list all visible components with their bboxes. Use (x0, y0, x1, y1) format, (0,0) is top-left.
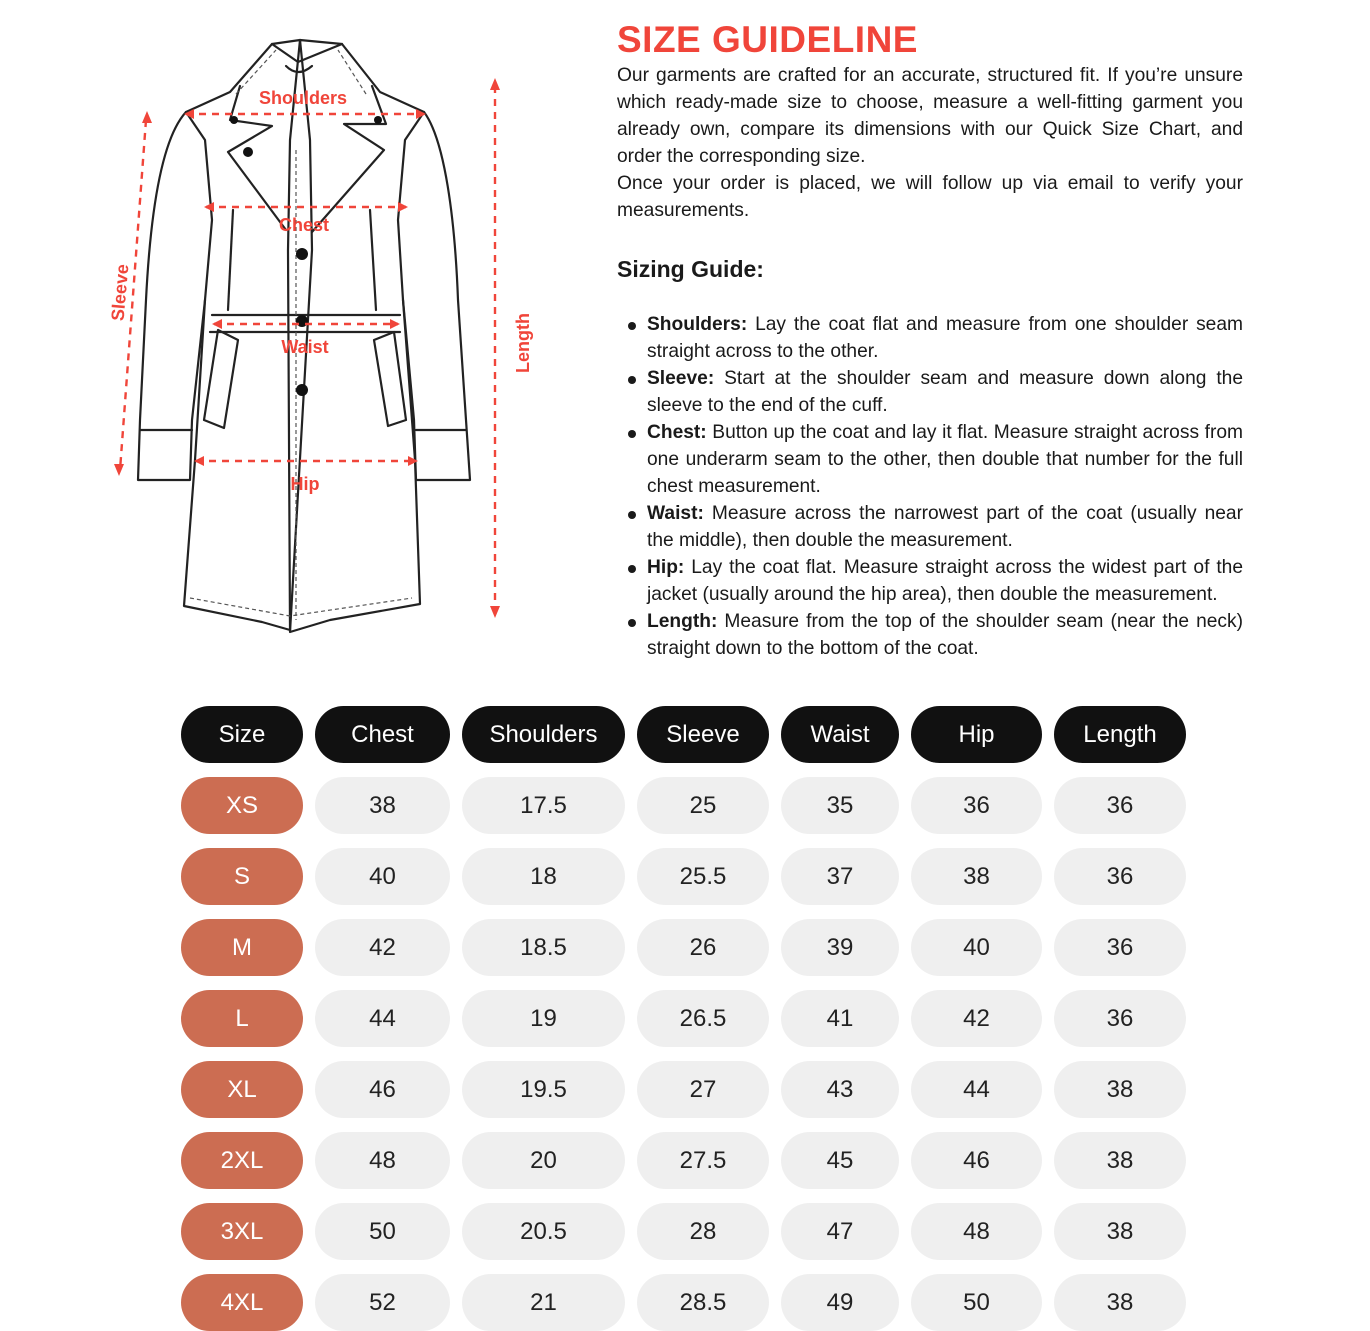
waist-value: 43 (781, 1061, 899, 1118)
sleeve-value: 27.5 (637, 1132, 769, 1189)
coat-drawing (100, 20, 560, 700)
table-row (181, 1203, 1198, 1260)
list-item-hip (617, 554, 1243, 608)
sleeve-value: 25.5 (637, 848, 769, 905)
size-badge: 3XL (181, 1203, 303, 1260)
chest-value: 38 (315, 777, 450, 834)
table-row (181, 1061, 1198, 1118)
hip-value: 38 (911, 848, 1042, 905)
list-item-shoulders (617, 311, 1243, 365)
size-chart-table (181, 706, 1198, 1331)
shoulders-value: 19.5 (462, 1061, 625, 1118)
description: Measure across the narrowest part of the coat (usually near the middle), then double the measurement. (647, 503, 1243, 551)
table-row (181, 777, 1198, 834)
sleeve-value: 28 (637, 1203, 769, 1260)
sizing-guide-list (617, 311, 1243, 662)
header-chest: Chest (315, 706, 450, 763)
table-row (181, 919, 1198, 976)
length-value: 38 (1054, 1274, 1186, 1331)
length-value: 36 (1054, 990, 1186, 1047)
shoulders-value: 18.5 (462, 919, 625, 976)
sleeve-value: 26 (637, 919, 769, 976)
term: Waist: (647, 503, 704, 524)
chest-value: 52 (315, 1274, 450, 1331)
button-dot (374, 116, 382, 124)
shoulders-value: 18 (462, 848, 625, 905)
size-badge: S (181, 848, 303, 905)
size-badge: XL (181, 1061, 303, 1118)
waist-value: 41 (781, 990, 899, 1047)
list-item-length (617, 608, 1243, 662)
intro-paragraph: Our garments are crafted for an accurate, structured fit. If you’re unsure which ready-made size to choose, measure a well-fitting garment you already own, compare its dimensions with our Quick Size Chart, and order the corresponding size. (617, 65, 1243, 167)
sleeve-value: 25 (637, 777, 769, 834)
length-value: 38 (1054, 1203, 1186, 1260)
chest-value: 46 (315, 1061, 450, 1118)
term: Shoulders: (647, 314, 748, 335)
term: Length: (647, 611, 718, 632)
button-dot (230, 116, 238, 124)
sleeve-label: Sleeve (107, 263, 133, 322)
button-dot (296, 384, 308, 396)
button-dot (296, 315, 308, 327)
chest-value: 44 (315, 990, 450, 1047)
waist-value: 47 (781, 1203, 899, 1260)
chest-value: 50 (315, 1203, 450, 1260)
size-badge: M (181, 919, 303, 976)
length-value: 38 (1054, 1132, 1186, 1189)
size-badge: 4XL (181, 1274, 303, 1331)
length-value: 36 (1054, 848, 1186, 905)
hip-value: 36 (911, 777, 1042, 834)
header-size: Size (181, 706, 303, 763)
sizing-guide-heading: Sizing Guide: (617, 256, 764, 282)
hip-label: Hip (290, 474, 320, 494)
shoulders-label: Shoulders (258, 88, 348, 108)
waist-value: 35 (781, 777, 899, 834)
waist-value: 37 (781, 848, 899, 905)
length-value: 36 (1054, 919, 1186, 976)
hip-value: 44 (911, 1061, 1042, 1118)
term: Sleeve: (647, 368, 715, 389)
chest-value: 48 (315, 1132, 450, 1189)
description: Lay the coat flat and measure from one shoulder seam straight across to the other. (647, 314, 1243, 362)
description: Measure from the top of the shoulder seam (near the neck) straight down to the bottom of the coat. (647, 611, 1243, 659)
table-row (181, 1274, 1198, 1331)
size-badge: 2XL (181, 1132, 303, 1189)
hip-value: 48 (911, 1203, 1042, 1260)
header-length: Length (1054, 706, 1186, 763)
description: Lay the coat flat. Measure straight across the widest part of the jacket (usually around the hip area), then double the measurement. (647, 557, 1243, 605)
shoulders-value: 20 (462, 1132, 625, 1189)
hip-value: 40 (911, 919, 1042, 976)
waist-value: 39 (781, 919, 899, 976)
waist-value: 45 (781, 1132, 899, 1189)
coat-measurement-diagram (100, 20, 560, 700)
size-badge: L (181, 990, 303, 1047)
page-title: SIZE GUIDELINE (617, 19, 918, 60)
header-hip: Hip (911, 706, 1042, 763)
table-row (181, 990, 1198, 1047)
shoulders-value: 19 (462, 990, 625, 1047)
sleeve-value: 27 (637, 1061, 769, 1118)
chest-label: Chest (278, 215, 330, 235)
list-item-sleeve (617, 365, 1243, 419)
description: Start at the shoulder seam and measure down along the sleeve to the end of the cuff. (647, 368, 1243, 416)
table-row (181, 1132, 1198, 1189)
length-value: 36 (1054, 777, 1186, 834)
hip-value: 46 (911, 1132, 1042, 1189)
waist-label: Waist (281, 337, 329, 357)
length-value: 38 (1054, 1061, 1186, 1118)
length-label: Length (513, 313, 533, 373)
waist-value: 49 (781, 1274, 899, 1331)
sleeve-value: 28.5 (637, 1274, 769, 1331)
chest-value: 40 (315, 848, 450, 905)
list-item-chest (617, 419, 1243, 500)
hip-value: 50 (911, 1274, 1042, 1331)
header-waist: Waist (781, 706, 899, 763)
hip-value: 42 (911, 990, 1042, 1047)
shoulders-value: 17.5 (462, 777, 625, 834)
header-sleeve: Sleeve (637, 706, 769, 763)
header-shoulders: Shoulders (462, 706, 625, 763)
size-guideline-section (617, 18, 1243, 662)
list-item-waist (617, 500, 1243, 554)
size-badge: XS (181, 777, 303, 834)
table-row (181, 848, 1198, 905)
description: Button up the coat and lay it flat. Measure straight across from one underarm seam to the other, then double that number for the full chest measurement. (647, 422, 1243, 497)
button-dot (296, 248, 308, 260)
followup-paragraph: Once your order is placed, we will follow up via email to verify your measurements. (617, 173, 1243, 221)
shoulders-value: 21 (462, 1274, 625, 1331)
term: Chest: (647, 422, 707, 443)
table-header-row (181, 706, 1198, 763)
button-dot (243, 147, 253, 157)
term: Hip: (647, 557, 685, 578)
sleeve-value: 26.5 (637, 990, 769, 1047)
shoulders-value: 20.5 (462, 1203, 625, 1260)
chest-value: 42 (315, 919, 450, 976)
